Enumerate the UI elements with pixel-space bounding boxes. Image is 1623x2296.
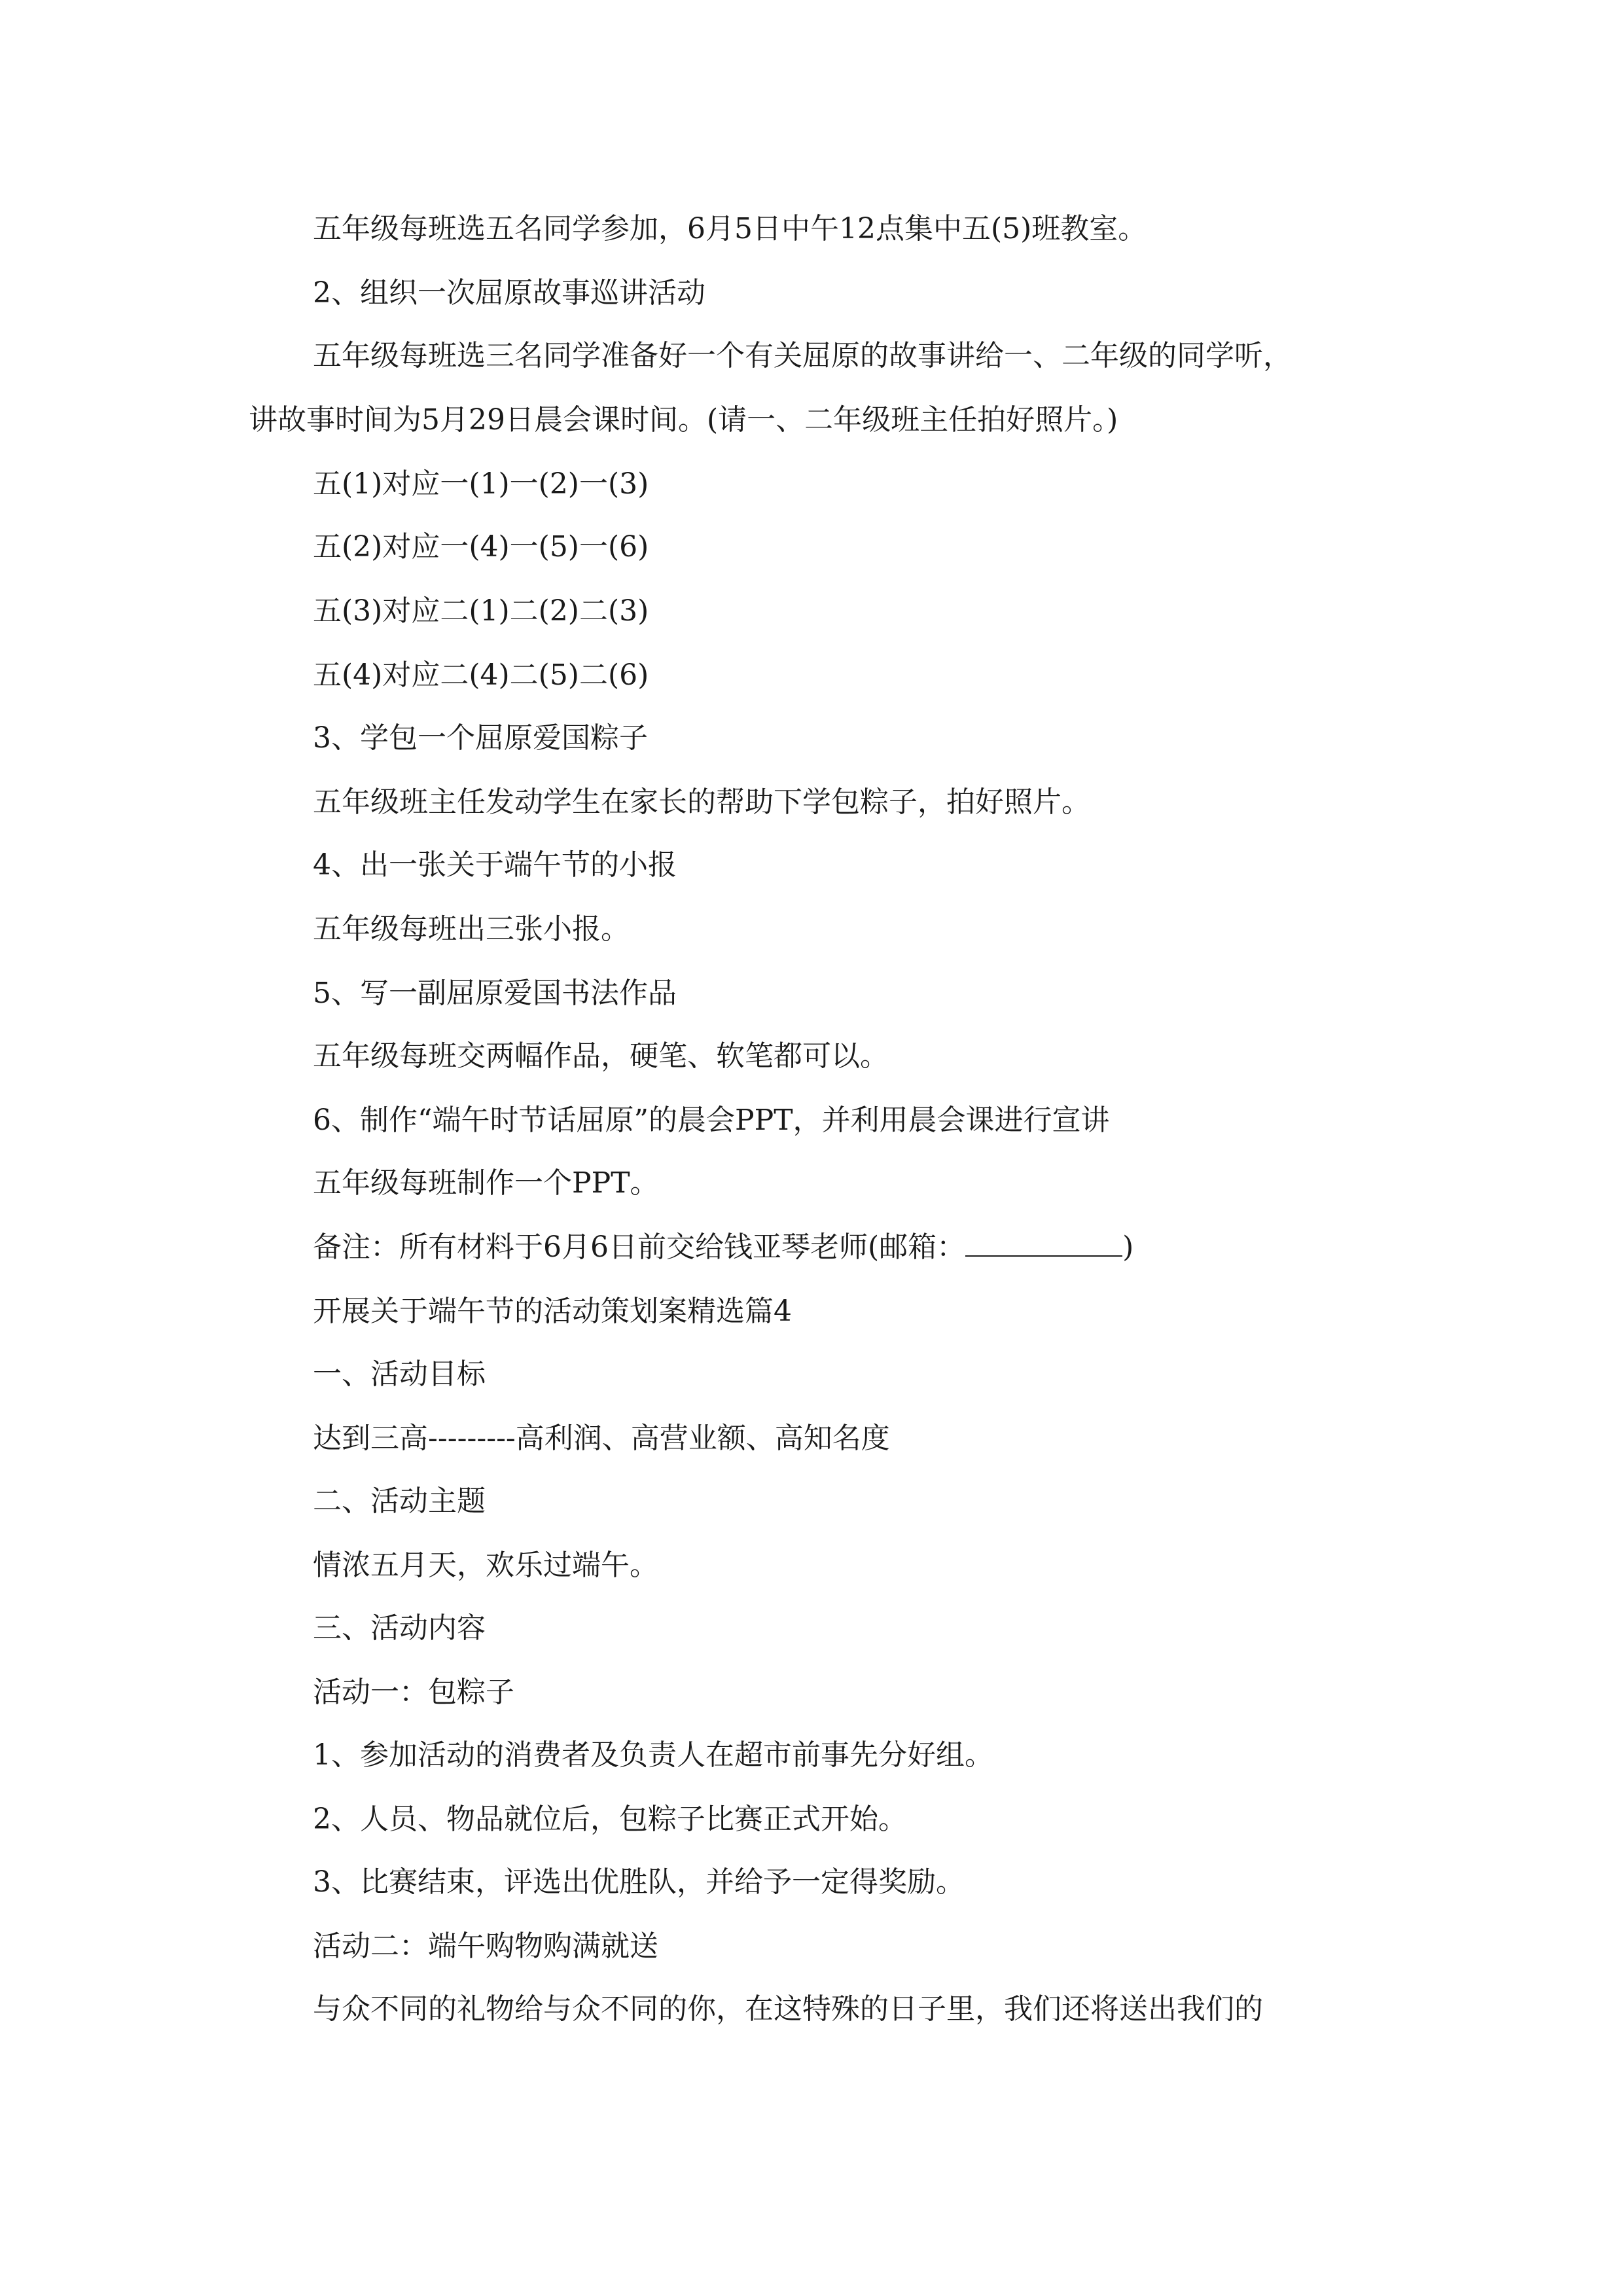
- paragraph-line: 与众不同的礼物给与众不同的你，在这特殊的日子里，我们还将送出我们的: [313, 1992, 1263, 2026]
- section-heading: 4、出一张关于端午节的小报: [313, 848, 677, 882]
- article-title: 开展关于端午节的活动策划案精选篇4: [313, 1295, 792, 1328]
- paragraph-line: 五年级每班制作一个PPT。: [313, 1166, 659, 1200]
- pairing-line: 五(2)对应一(4)一(5)一(6): [313, 530, 649, 564]
- paragraph-line: 五年级每班出三张小报。: [313, 912, 630, 946]
- remark-line: [313, 1228, 1133, 1267]
- list-item: 3、比赛结束，评选出优胜队，并给予一定得奖励。: [313, 1865, 965, 1899]
- list-item: 1、参加活动的消费者及负责人在超市前事先分好组。: [313, 1738, 993, 1772]
- section-heading: 二、活动主题: [313, 1484, 486, 1518]
- paragraph-line: 五年级每班选三名同学准备好一个有关屈原的故事讲给一、二年级的同学听，: [313, 339, 1292, 372]
- section-heading: 3、学包一个屈原爱国粽子: [313, 721, 648, 755]
- section-heading: 2、组织一次屈原故事巡讲活动: [313, 276, 705, 310]
- remark-text: 备注：所有材料于6月6日前交给钱亚琴老师(邮箱：: [313, 1230, 966, 1264]
- paragraph-line: 达到三高---------高利润、高营业额、高知名度: [313, 1422, 890, 1455]
- pairing-line: 五(1)对应一(1)一(2)一(3): [313, 467, 649, 501]
- paragraph-line: 五年级班主任发动学生在家长的帮助下学包粽子，拍好照片。: [313, 785, 1090, 819]
- section-heading: 5、写一副屈原爱国书法作品: [313, 977, 677, 1010]
- pairing-line: 五(3)对应二(1)二(2)二(3): [313, 594, 649, 628]
- email-blank: [965, 1229, 1122, 1257]
- paragraph-line: 五年级每班选五名同学参加，6月5日中午12点集中五(5)班教室。: [313, 212, 1147, 245]
- paragraph-line: 情浓五月天，欢乐过端午。: [313, 1549, 658, 1582]
- section-heading: 一、活动目标: [313, 1357, 486, 1391]
- pairing-line: 五(4)对应二(4)二(5)二(6): [313, 658, 649, 692]
- paragraph-line: 讲故事时间为5月29日晨会课时间。(请一、二年级班主任拍好照片。): [249, 403, 1118, 437]
- subsection-heading: 活动一：包粽子: [313, 1676, 514, 1709]
- subsection-heading: 活动二：端午购物购满就送: [313, 1929, 658, 1963]
- section-heading: 三、活动内容: [313, 1611, 486, 1645]
- section-heading: 6、制作“端午时节话屈原”的晨会PPT，并利用晨会课进行宣讲: [313, 1103, 1110, 1137]
- list-item: 2、人员、物品就位后，包粽子比赛正式开始。: [313, 1803, 907, 1836]
- paragraph-line: 五年级每班交两幅作品，硬笔、软笔都可以。: [313, 1039, 889, 1073]
- remark-close: ): [1122, 1230, 1134, 1264]
